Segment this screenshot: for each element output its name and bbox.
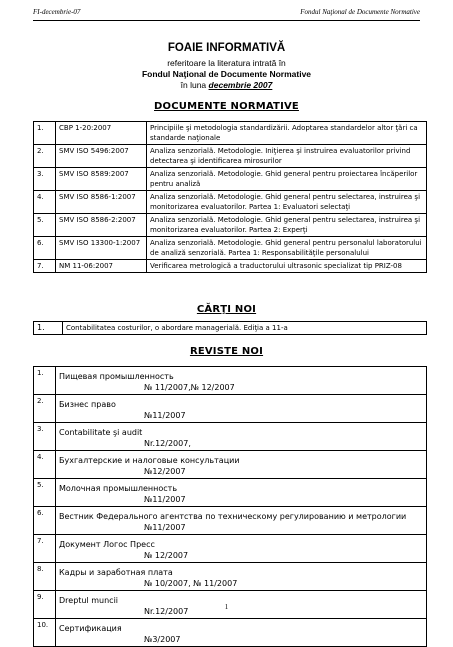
journal-cell [56,507,427,535]
section-heading-carti: CĂRŢI NOI [196,304,257,315]
reviste-row [34,395,427,423]
reviste-row [34,423,427,451]
reviste-row [34,479,427,507]
document-code: SMV ISO 5496:2007 [56,145,147,168]
reviste-row [34,619,427,647]
journal-title: Dreptul muncii [59,596,119,605]
journal-issues: №3/2007 [144,635,181,644]
journal-issues: Nr.12/2007 [144,607,189,616]
journal-cell [56,535,427,563]
document-description: Analiza senzorială. Metodologie. Ghid general pentru proiectarea încăperilor pentru analiză [147,168,427,191]
document-description: Analiza senzorială. Metodologie. Ghid general pentru personalul laboratorului de analiză senzorială. Partea 1: Responsabilităţile personalului [147,237,427,260]
journal-title: Кадры и заработная плата [59,568,173,577]
subtitle-month: decembrie 2007 [208,80,273,90]
row-number: 4. [34,451,56,479]
document-description: Verificarea metrologică a traductorului ultrasonic specializat tip PRIZ-08 [147,260,427,273]
subtitle-line-2 [0,69,453,79]
header-left: FI-decembrie-07 [33,8,81,16]
journal-issues: № 11/2007,№ 12/2007 [144,383,235,392]
carti-row [34,322,427,335]
page-number: 1 [224,603,229,611]
reviste-row [34,451,427,479]
journal-issues: № 12/2007 [144,551,189,560]
journal-cell [56,395,427,423]
reviste-row [34,535,427,563]
journal-cell [56,619,427,647]
row-number: 6. [34,507,56,535]
journal-cell [56,423,427,451]
subtitle-line-1: referitoare la literatura intrată în [167,58,286,68]
row-number: 2. [34,145,56,168]
row-number: 1. [34,367,56,395]
row-number: 4. [34,191,56,214]
journal-title: Вестник Федерального агентства по техническому регулированию и метрологии [59,512,407,521]
subtitle-month-prefix: în luna [180,80,207,90]
reviste-row [34,367,427,395]
journal-issues: № 10/2007, № 11/2007 [144,579,238,588]
document-code: SMV ISO 8589:2007 [56,168,147,191]
row-number: 3. [34,168,56,191]
journal-cell [56,563,427,591]
document-description: Analiza senzorială. Metodologie. Ghid general pentru selectarea, instruirea şi monitorizarea evaluatorilor. Partea 2: Experţi [147,214,427,237]
row-number: 8. [34,563,56,591]
document-code: SMV ISO 13300-1:2007 [56,237,147,260]
document-description: Analiza senzorială. Metodologie. Ghid general pentru selectarea, instruirea şi monitorizarea evaluatorilor. Partea 1: Evaluatori selectaţi [147,191,427,214]
row-number: 10. [34,619,56,647]
row-number: 1. [34,322,63,335]
documente-row [34,191,427,214]
document-description: Analiza senzorială. Metodologie. Iniţierea şi instruirea evaluatorilor privind detectarea şi identificarea mirosurilor [147,145,427,168]
row-number: 3. [34,423,56,451]
subtitle-fund: Fondul Naţional de Documente Normative [141,69,312,79]
row-number: 9. [34,591,56,619]
journal-cell [56,451,427,479]
journal-issues: №12/2007 [144,467,186,476]
journal-title: Бухгалтерские и налоговые консультации [59,456,240,465]
page-title: FOAIE INFORMATIVĂ [167,42,286,54]
journal-issues: Nr.12/2007, [144,439,191,448]
carti-table [33,321,427,335]
journal-cell [56,479,427,507]
row-number: 7. [34,535,56,563]
section-heading-reviste: REVISTE NOI [189,346,264,357]
row-number: 2. [34,395,56,423]
reviste-row [34,563,427,591]
section-heading-documente: DOCUMENTE NORMATIVE [154,101,299,112]
documente-row [34,237,427,260]
running-header [33,6,420,21]
journal-issues: №11/2007 [144,411,186,420]
documente-row [34,260,427,273]
reviste-row [34,507,427,535]
journal-title: Документ Логос Пресс [59,540,155,549]
row-number: 1. [34,122,56,145]
document-code: CBP 1-20:2007 [56,122,147,145]
row-number: 6. [34,237,56,260]
document-description: Principiile şi metodologia standardizării. Adoptarea standardelor altor ţări ca standarde naţionale [147,122,427,145]
document-code: SMV ISO 8586-1:2007 [56,191,147,214]
documente-table [33,121,427,273]
row-number: 7. [34,260,56,273]
journal-title: Пищевая промышленность [59,372,174,381]
documente-row [34,168,427,191]
documente-row [34,145,427,168]
journal-issues: №11/2007 [144,495,186,504]
journal-title: Сертификация [59,624,122,633]
row-number: 5. [34,479,56,507]
journal-issues: №11/2007 [144,523,186,532]
journal-title: Бизнес право [59,400,116,409]
journal-title: Молочная промышленность [59,484,178,493]
document-code: NM 11-06:2007 [56,260,147,273]
header-right: Fondul Naţional de Documente Normative [300,8,420,16]
row-number: 5. [34,214,56,237]
journal-cell [56,367,427,395]
subtitle-line-3 [0,80,453,90]
journal-title: Contabilitate şi audit [59,428,143,437]
documente-row [34,214,427,237]
documente-row [34,122,427,145]
book-title: Contabilitatea costurilor, o abordare managerială. Ediţia a 11-a [63,322,427,335]
document-code: SMV ISO 8586-2:2007 [56,214,147,237]
